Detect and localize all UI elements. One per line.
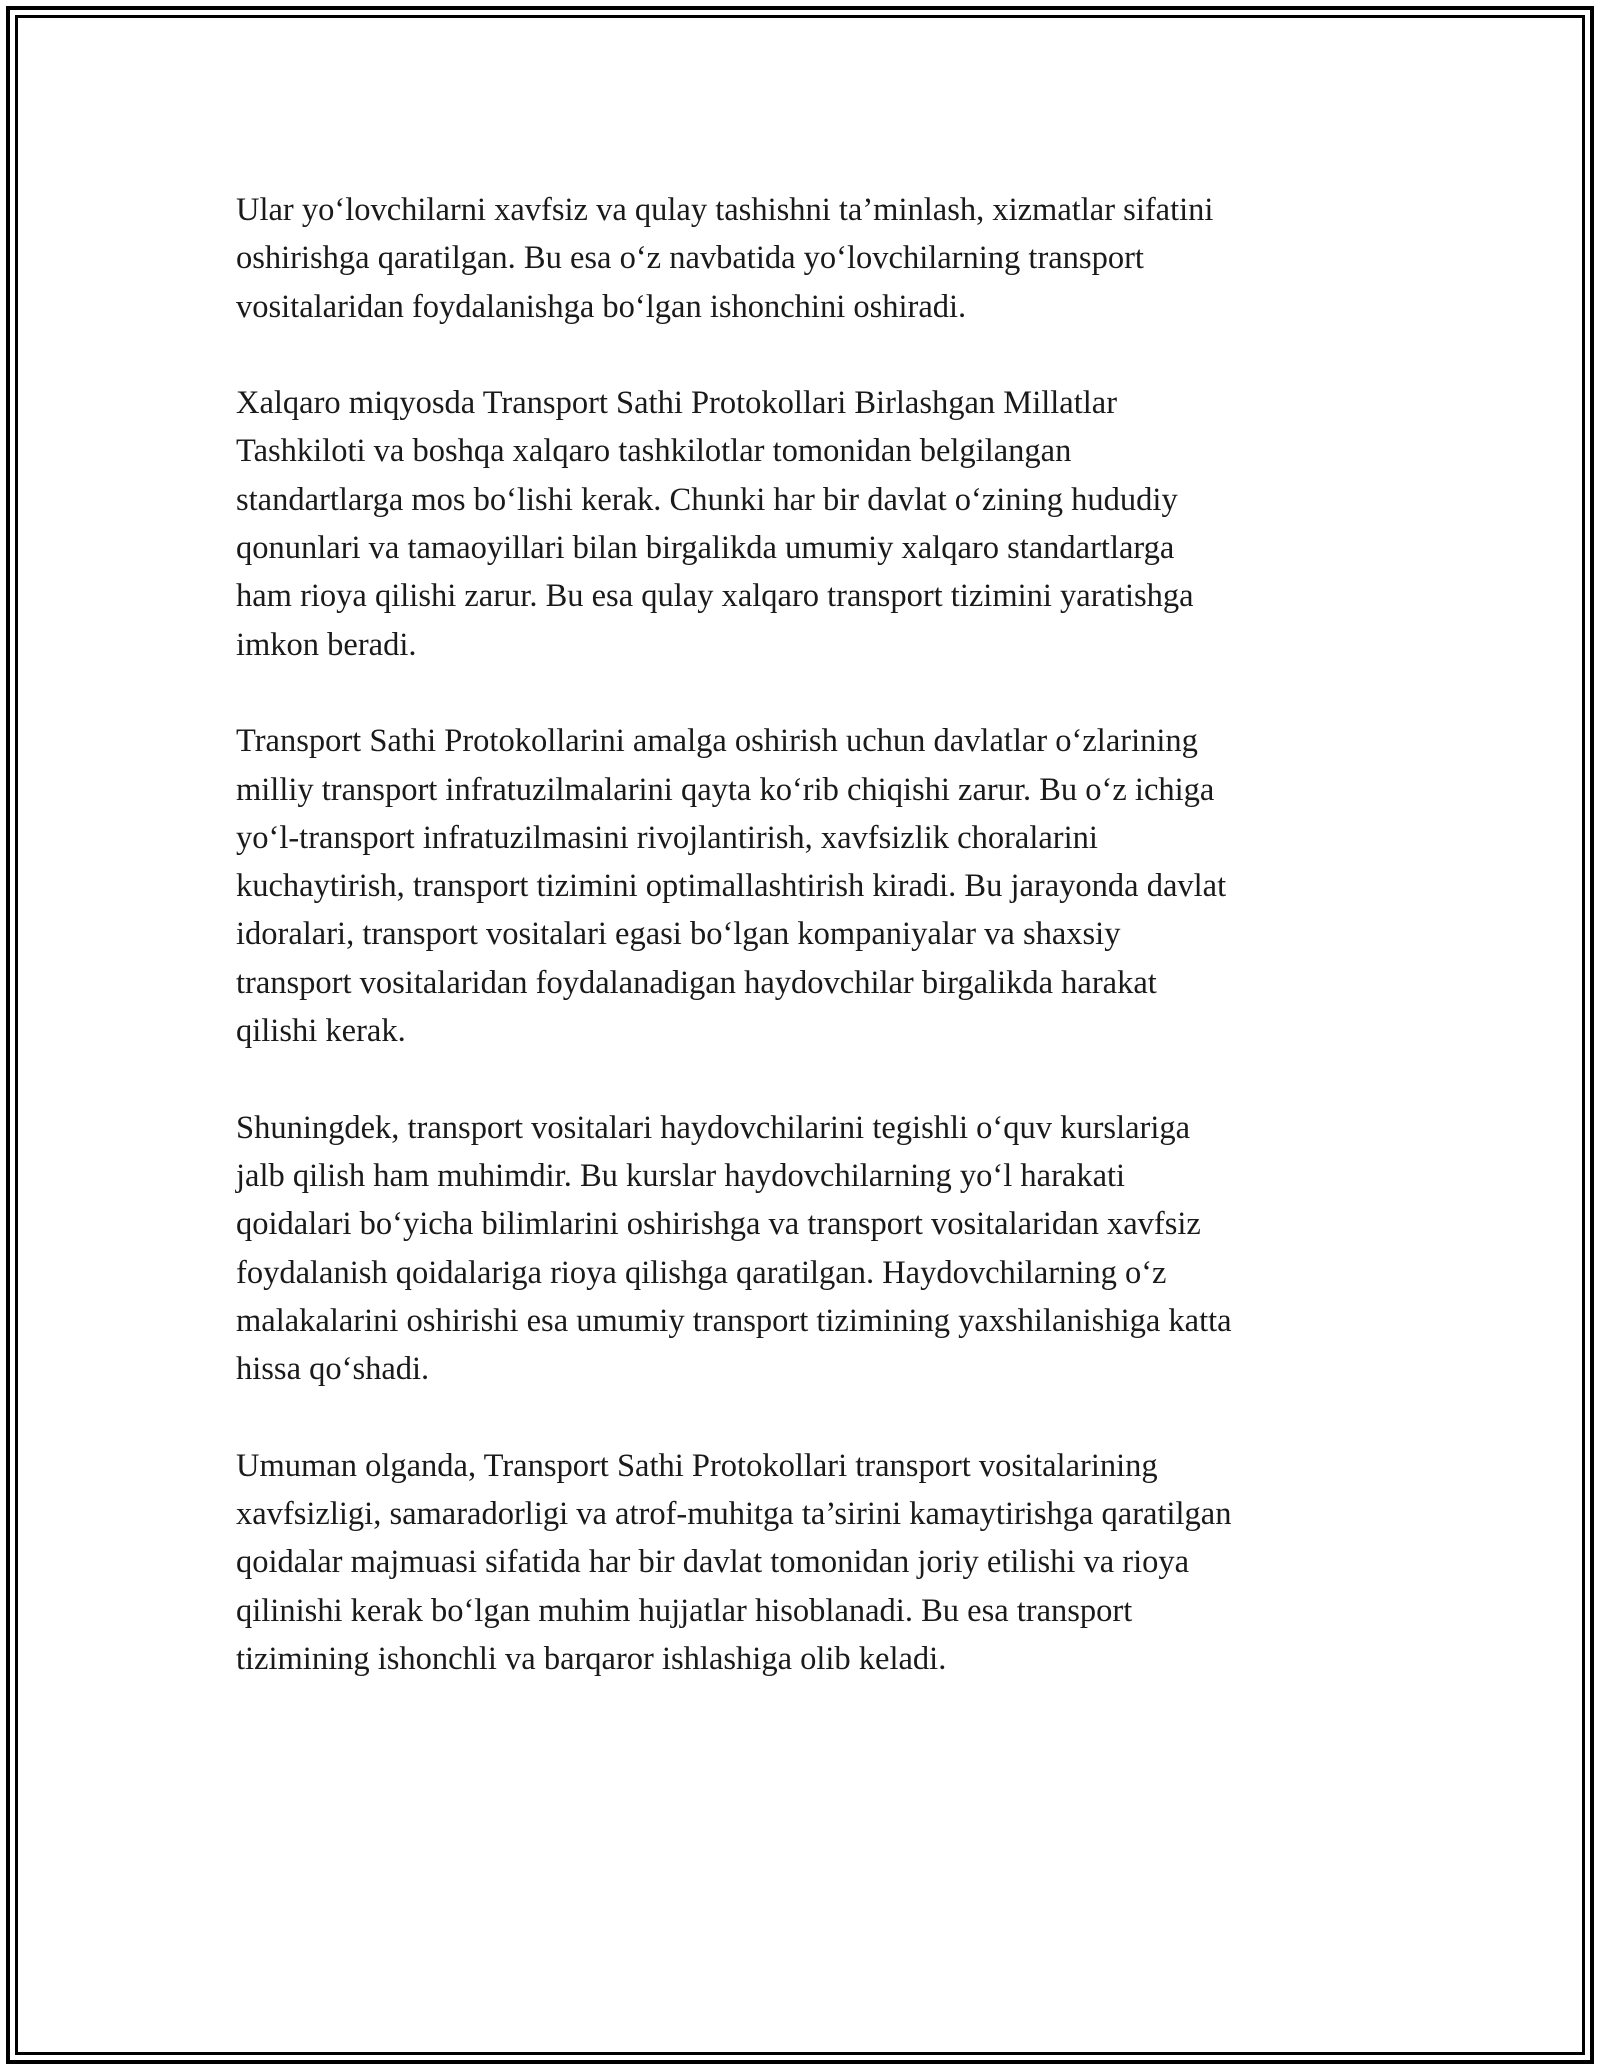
paragraph-5: Umuman olganda, Transport Sathi Protokollari transport vositalarining xavfsizligi, samaradorligi va atrof-muhitga ta’sirini kamaytirishga qaratilgan qoidalar majmuasi sifatida har bir davlat tomonidan joriy etilishi va rioya qilinishi kerak bo‘lgan muhim hujjatlar hisoblanadi. Bu esa transport tizimining ishonchli va barqaror ishlashiga olib keladi.	[236, 1447, 1232, 1677]
document-body	[236, 186, 1366, 1683]
paragraph-3: Transport Sathi Protokollarini amalga oshirish uchun davlatlar o‘zlarining milliy transport infratuzilmalarini qayta ko‘rib chiqishi zarur. Bu o‘z ichiga yo‘l-transport infratuzilmasini rivojlantirish, xavfsizlik choralarini kuchaytirish, transport tizimini optimallashtirish kiradi. Bu jarayonda davlat idoralari, transport vositalari egasi bo‘lgan kompaniyalar va shaxsiy transport vositalaridan foydalanadigan haydovchilar birgalikda harakat qilishi kerak.	[236, 723, 1227, 1050]
paragraph-1: Ular yo‘lovchilarni xavfsiz va qulay tashishni ta’minlash, xizmatlar sifatini oshirishga qaratilgan. Bu esa o‘z navbatida yo‘lovchilarning transport vositalaridan foydalanishga bo‘lgan ishonchini oshiradi.	[236, 192, 1214, 325]
paragraph-2: Xalqaro miqyosda Transport Sathi Protokollari Birlashgan Millatlar Tashkiloti va boshqa xalqaro tashkilotlar tomonidan belgilangan standartlarga mos bo‘lishi kerak. Chunki har bir davlat o‘zining hududiy qonunlari va tamaoyillari bilan birgalikda umumiy xalqaro standartlarga ham rioya qilishi zarur. Bu esa qulay xalqaro transport tizimini yaratishga imkon beradi.	[236, 385, 1194, 663]
paragraph-4: Shuningdek, transport vositalari haydovchilarini tegishli o‘quv kurslariga jalb qilish ham muhimdir. Bu kurslar haydovchilarning yo‘l harakati qoidalari bo‘yicha bilimlarini oshirishga va transport vositalaridan xavfsiz foydalanish qoidalariga rioya qilishga qaratilgan. Haydovchilarning o‘z malakalarini oshirishi esa umumiy transport tizimining yaxshilanishiga katta hissa qo‘shadi.	[236, 1109, 1232, 1388]
